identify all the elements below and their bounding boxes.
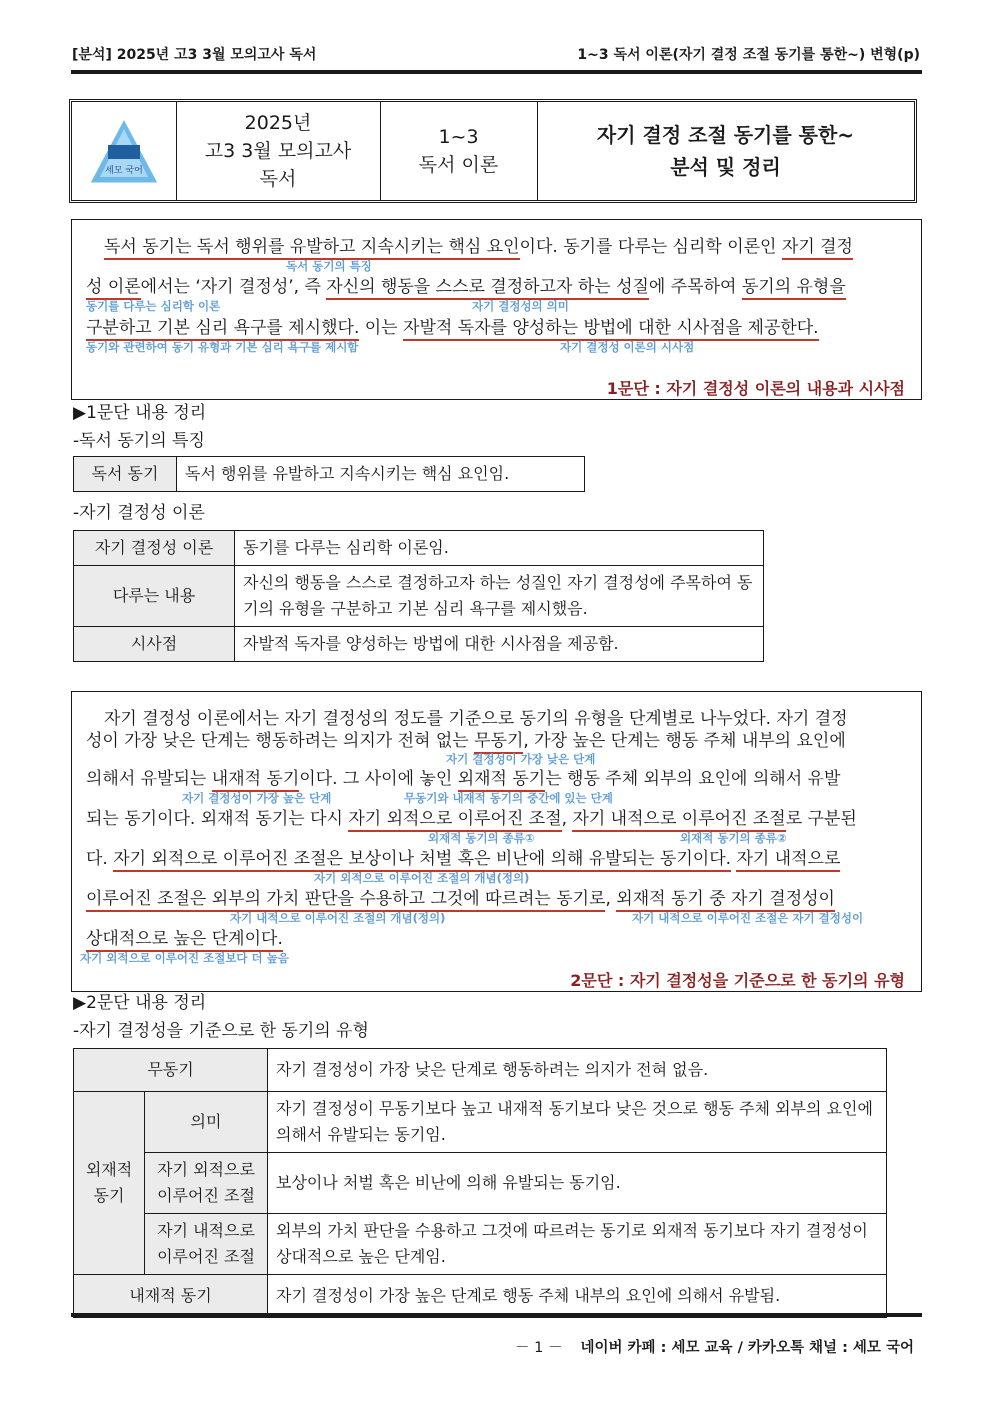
footer [515, 1336, 914, 1357]
table-group-key: 외재적 동기 [74, 1092, 145, 1275]
p2-line-1: 자기 결정성 이론에서는 자기 결정성의 정도를 기준으로 동기의 유형을 단계별로 나누었다. 자기 결정 [104, 709, 848, 729]
table-key: 시사점 [74, 627, 235, 662]
p2-annotation: 자기 결정성이 가장 낮은 단계 [446, 752, 596, 766]
exam-name: 고3 3월 모의고사 [204, 140, 352, 162]
semo-logo [86, 113, 162, 189]
summary-1-sub-1: -독서 동기의 특징 [73, 431, 205, 451]
table-row [74, 1092, 887, 1153]
p2-line-6: 이루어진 조절은 외부의 가치 판단을 수용하고 그것에 따르려는 동기로, 외재적 동기 중 자기 결정성이 [86, 887, 835, 911]
header-right: 1~3 독서 이론(자기 결정 조절 동기를 통한~) 변형(p) [577, 47, 920, 63]
table-value: 보상이나 처벌 혹은 비난에 의해 유발되는 동기임. [268, 1153, 887, 1214]
summary-1-sub-2: -자기 결정성 이론 [73, 503, 205, 523]
p2-line-5: 다. 자기 외적으로 이루어진 조절은 보상이나 처벌 혹은 비난에 의해 유발되는 동기이다. 자기 내적으로 [86, 847, 840, 871]
passage-2 [71, 691, 922, 992]
p2-annotation: 자기 외적으로 이루어진 조절의 개념(정의) [314, 871, 530, 885]
logo-cell [72, 102, 177, 200]
topic-subtitle: 분석 및 정리 [670, 155, 781, 179]
table-row [74, 1153, 887, 1214]
table-value: 동기를 다루는 심리학 이론임. [235, 531, 764, 566]
logo-text: 세모 국어 [105, 166, 143, 176]
p2-annotation: 자기 결정성이 가장 높은 단계 [182, 791, 332, 805]
table-key: 의미 [145, 1092, 268, 1153]
p1-line-1: 독서 동기는 독서 행위를 유발하고 지속시키는 핵심 요인이다. 동기를 다루는 심리학 이론인 자기 결정 [104, 235, 853, 259]
item-number: 1~3 [438, 126, 479, 148]
p2-annotation: 자기 외적으로 이루어진 조절보다 더 높음 [80, 951, 289, 965]
p1-annotation: 동기와 관련하여 동기 유형과 기본 심리 욕구를 제시함 [86, 340, 359, 354]
topic-cell [537, 102, 914, 200]
summary-2-heading: ▶2문단 내용 정리 [73, 993, 207, 1013]
table-value: 자기 결정성이 가장 낮은 단계로 행동하려는 의지가 전혀 없음. [268, 1049, 887, 1092]
p2-annotation: 외재적 동기의 종류① [428, 831, 535, 845]
p2-line-2: 성이 가장 낮은 단계는 행동하려는 의지가 전혀 없는 무동기, 가장 높은 단계는 행동 주체 내부의 요인에 [86, 729, 846, 753]
table-key: 내재적 동기 [74, 1275, 268, 1318]
p2-annotation: 자기 내적으로 이루어진 조절의 개념(정의) [230, 911, 446, 925]
table-key: 독서 동기 [74, 457, 177, 492]
table-value: 외부의 가치 판단을 수용하고 그것에 따르려는 동기로 외재적 동기보다 자기 결정성이 상대적으로 높은 단계임. [268, 1214, 887, 1275]
topic-title: 자기 결정 조절 동기를 통한~ [596, 123, 855, 147]
table-value: 독서 행위를 유발하고 지속시키는 핵심 요인임. [177, 457, 585, 492]
p2-annotation: 외재적 동기의 종류② [680, 831, 787, 845]
summary-2-sub-1: -자기 결정성을 기준으로 한 동기의 유형 [73, 1021, 369, 1041]
table-row [74, 566, 764, 627]
summary-2-table [73, 1048, 887, 1318]
item-type: 독서 이론 [418, 154, 499, 176]
table-key: 자기 결정성 이론 [74, 531, 235, 566]
p2-line-7: 상대적으로 높은 단계이다. [86, 927, 283, 951]
paragraph-2-label: 2문단 : 자기 결정성을 기준으로 한 동기의 유형 [570, 971, 905, 990]
p2-annotation: 자기 내적으로 이루어진 조절은 자기 결정성이 [632, 911, 864, 925]
page-number: － 1 － [515, 1340, 563, 1356]
exam-subject: 독서 [259, 168, 297, 190]
exam-year: 2025년 [244, 112, 312, 134]
summary-1-table-1 [73, 456, 585, 492]
table-key: 무동기 [74, 1049, 268, 1092]
passage-1 [71, 219, 922, 400]
summary-1-table-2 [73, 530, 764, 662]
table-value: 자신의 행동을 스스로 결정하고자 하는 성질인 자기 결정성에 주목하여 동기의 유형을 구분하고 기본 심리 욕구를 제시했음. [235, 566, 764, 627]
table-value: 자기 결정성이 무동기보다 높고 내재적 동기보다 낮은 것으로 행동 주체 외부의 요인에 의해서 유발되는 동기임. [268, 1092, 887, 1153]
paragraph-1-label: 1문단 : 자기 결정성 이론의 내용과 시사점 [606, 379, 905, 398]
header-rule [71, 70, 922, 74]
p1-annotation: 독서 동기의 특징 [286, 259, 372, 273]
table-row [74, 1214, 887, 1275]
p1-annotation: 동기를 다루는 심리학 이론 [86, 299, 221, 313]
exam-cell [176, 102, 381, 200]
summary-1-heading: ▶1문단 내용 정리 [73, 403, 207, 423]
table-row [74, 627, 764, 662]
p2-line-3: 의해서 유발되는 내재적 동기이다. 그 사이에 놓인 외재적 동기는 행동 주체 외부의 요인에 의해서 유발 [86, 767, 840, 791]
table-value: 자발적 독자를 양성하는 방법에 대한 시사점을 제공함. [235, 627, 764, 662]
table-row [74, 1049, 887, 1092]
p1-annotation: 자기 결정성의 의미 [472, 299, 569, 313]
title-box [69, 99, 917, 203]
footer-rule [71, 1313, 922, 1317]
item-cell [380, 102, 538, 200]
table-row [74, 1275, 887, 1318]
footer-text: 네이버 카페 : 세모 교육 / 카카오톡 채널 : 세모 국어 [580, 1340, 914, 1356]
table-key: 자기 외적으로 이루어진 조절 [145, 1153, 268, 1214]
table-key: 다루는 내용 [74, 566, 235, 627]
table-row [74, 457, 585, 492]
p1-annotation: 자기 결정성 이론의 시사점 [560, 340, 695, 354]
header-left: [분석] 2025년 고3 3월 모의고사 독서 [72, 47, 317, 63]
table-row [74, 531, 764, 566]
p1-line-3: 구분하고 기본 심리 욕구를 제시했다. 이는 자발적 독자를 양성하는 방법에 대한 시사점을 제공한다. [86, 316, 819, 340]
table-value: 자기 결정성이 가장 높은 단계로 행동 주체 내부의 요인에 의해서 유발됨. [268, 1275, 887, 1318]
p1-line-2: 성 이론에서는 ‘자기 결정성’, 즉 자신의 행동을 스스로 결정하고자 하는 성질에 주목하여 동기의 유형을 [86, 275, 846, 299]
p2-line-4: 되는 동기이다. 외재적 동기는 다시 자기 외적으로 이루어진 조절, 자기 내적으로 이루어진 조절로 구분된 [86, 807, 857, 831]
p2-annotation: 무동기와 내재적 동기의 중간에 있는 단계 [404, 791, 613, 805]
table-key: 자기 내적으로 이루어진 조절 [145, 1214, 268, 1275]
